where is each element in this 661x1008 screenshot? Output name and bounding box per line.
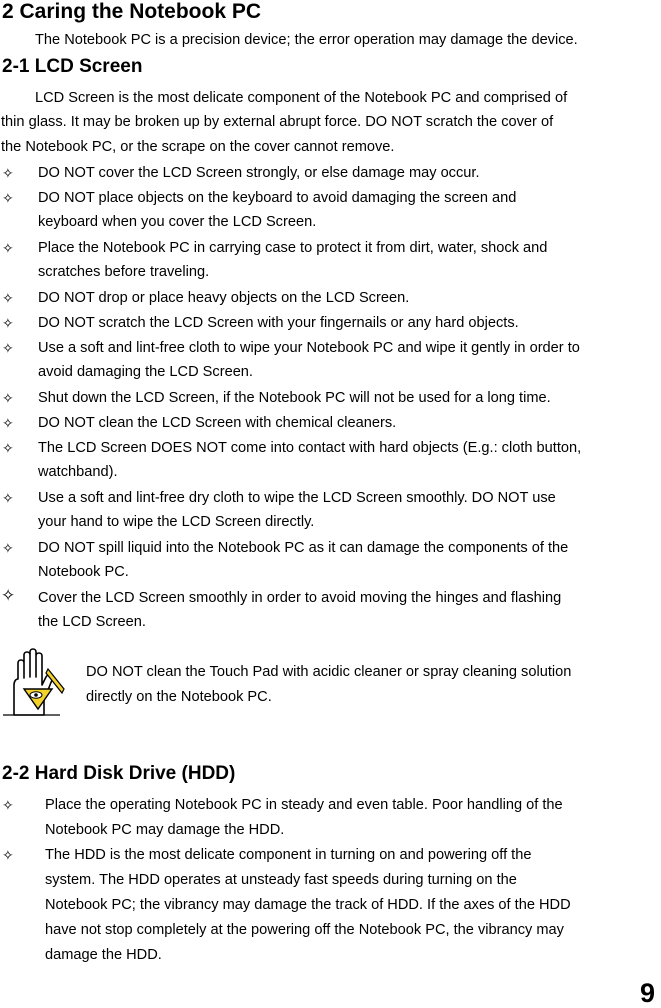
bullet-icon: ✧ bbox=[2, 315, 14, 331]
bullet-icon: ✧ bbox=[2, 190, 14, 206]
page-title: 2 Caring the Notebook PC bbox=[2, 0, 262, 23]
list-item: DO NOT scratch the LCD Screen with your fingernails or any hard objects. bbox=[38, 315, 519, 331]
list-item: have not stop completely at the powering off the Notebook PC, the vibrancy may bbox=[45, 922, 564, 938]
bullet-icon: ✧ bbox=[2, 340, 14, 356]
bullet-icon: ✧ bbox=[2, 415, 14, 431]
lcd-paragraph-line: thin glass. It may be broken up by external abrupt force. DO NOT scratch the cover of bbox=[1, 114, 554, 130]
list-item: Notebook PC; the vibrancy may damage the track of HDD. If the axes of the HDD bbox=[45, 897, 571, 913]
list-item: Notebook PC may damage the HDD. bbox=[45, 822, 285, 838]
list-item: system. The HDD operates at unsteady fast speeds during turning on the bbox=[45, 872, 517, 888]
list-item: Use a soft and lint-free cloth to wipe your Notebook PC and wipe it gently in order to bbox=[38, 340, 580, 356]
list-item: your hand to wipe the LCD Screen directly. bbox=[38, 514, 315, 530]
section-heading-lcd: 2-1 LCD Screen bbox=[2, 56, 143, 77]
section-heading-hdd: 2-2 Hard Disk Drive (HDD) bbox=[2, 763, 236, 784]
list-item: Cover the LCD Screen smoothly in order to avoid moving the hinges and flashing bbox=[38, 590, 562, 606]
lcd-paragraph-line: the Notebook PC, or the scrape on the cover cannot remove. bbox=[1, 139, 395, 155]
list-item: avoid damaging the LCD Screen. bbox=[38, 364, 253, 380]
caution-hand-icon bbox=[0, 645, 70, 717]
list-item: Place the Notebook PC in carrying case to protect it from dirt, water, shock and bbox=[38, 240, 548, 256]
bullet-icon: ✧ bbox=[2, 240, 14, 256]
bullet-icon: ✧ bbox=[2, 490, 14, 506]
bullet-icon: ✧ bbox=[2, 165, 14, 181]
note-line: DO NOT clean the Touch Pad with acidic cleaner or spray cleaning solution bbox=[86, 664, 572, 680]
list-item: Use a soft and lint-free dry cloth to wipe the LCD Screen smoothly. DO NOT use bbox=[38, 490, 556, 506]
list-item: The LCD Screen DOES NOT come into contact with hard objects (E.g.: cloth button, bbox=[38, 440, 582, 456]
list-item: damage the HDD. bbox=[45, 947, 162, 963]
list-item: DO NOT drop or place heavy objects on the LCD Screen. bbox=[38, 290, 410, 306]
bullet-icon: ✧ bbox=[2, 797, 14, 813]
note-line: directly on the Notebook PC. bbox=[86, 689, 272, 705]
lcd-paragraph-line: LCD Screen is the most delicate component of the Notebook PC and comprised of bbox=[35, 90, 568, 106]
list-item: Notebook PC. bbox=[38, 564, 129, 580]
bullet-icon: ✧ bbox=[2, 540, 14, 556]
list-item: scratches before traveling. bbox=[38, 264, 210, 280]
list-item: Shut down the LCD Screen, if the Notebook PC will not be used for a long time. bbox=[38, 390, 551, 406]
bullet-icon: ✧ bbox=[2, 290, 14, 306]
list-item: DO NOT cover the LCD Screen strongly, or else damage may occur. bbox=[38, 165, 480, 181]
intro-text: The Notebook PC is a precision device; the error operation may damage the device. bbox=[35, 32, 578, 48]
list-item: DO NOT place objects on the keyboard to avoid damaging the screen and bbox=[38, 190, 517, 206]
list-item: DO NOT clean the LCD Screen with chemical cleaners. bbox=[38, 415, 397, 431]
list-item: Place the operating Notebook PC in steady and even table. Poor handling of the bbox=[45, 797, 563, 813]
list-item: DO NOT spill liquid into the Notebook PC as it can damage the components of the bbox=[38, 540, 569, 556]
list-item: watchband). bbox=[38, 464, 118, 480]
list-item: The HDD is the most delicate component in turning on and powering off the bbox=[45, 847, 532, 863]
bullet-icon: ✧ bbox=[2, 390, 14, 406]
bullet-icon: ✧ bbox=[1, 586, 16, 605]
page-number: 9 bbox=[640, 978, 656, 1008]
bullet-icon: ✧ bbox=[2, 847, 14, 863]
list-item: the LCD Screen. bbox=[38, 614, 146, 630]
bullet-icon: ✧ bbox=[2, 440, 14, 456]
list-item: keyboard when you cover the LCD Screen. bbox=[38, 214, 317, 230]
